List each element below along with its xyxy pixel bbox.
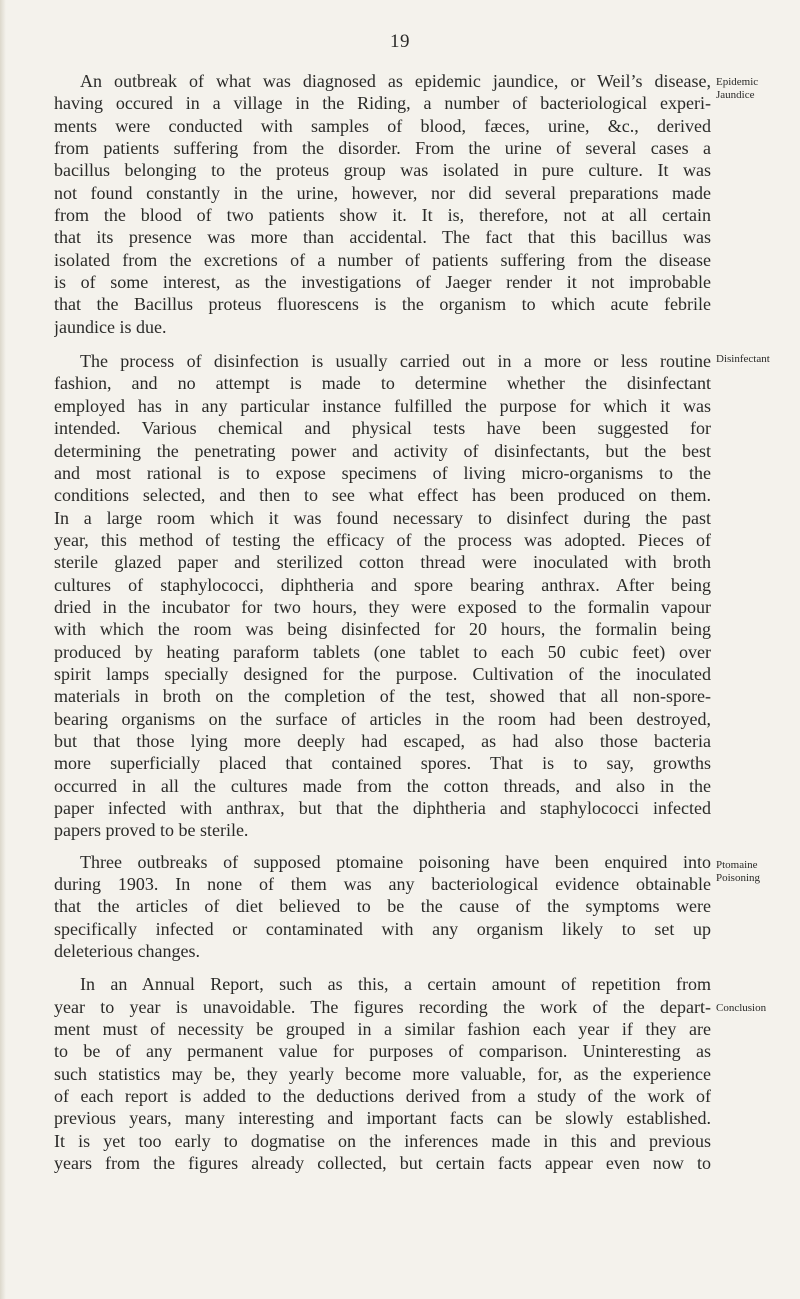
text-line: bacillus belonging to the proteus group was isolated in pure culture. It was — [54, 160, 711, 181]
text-line: bearing organisms on the surface of articles in the room had been destroyed, — [54, 708, 711, 729]
text-line: In a large room which it was found necessary to disinfect during the past — [54, 507, 711, 528]
text-line: year to year is unavoidable. The figures recording the work of the depart- — [54, 996, 711, 1017]
text-line: spirit lamps specially designed for the purpose. Cultivation of the inoculated — [54, 663, 711, 684]
text-line: deleterious changes. — [54, 941, 200, 962]
page-edge-shadow — [0, 0, 6, 1299]
paragraph-spacer — [54, 962, 711, 973]
text-line: ments were conducted with samples of blood, fæces, urine, &c., derived — [54, 115, 711, 136]
text-line: occurred in all the cultures made from the cotton threads, and also in the — [54, 775, 711, 796]
text-line: such statistics may be, they yearly become more valuable, for, as the experience — [54, 1063, 711, 1084]
paragraph-epidemic-jaundice — [54, 70, 711, 338]
text-line: jaundice is due. — [54, 316, 167, 337]
page-number: 19 — [390, 31, 410, 52]
paragraph-ptomaine-poisoning — [54, 851, 711, 963]
margin-note-line: Jaundice — [716, 88, 755, 101]
text-line: isolated from the excretions of a number of patients suffering from the disease — [54, 249, 711, 270]
text-line: produced by heating paraform tablets (one tablet to each 50 cubic feet) over — [54, 641, 711, 662]
body-text — [54, 70, 711, 1175]
text-line: sterile glazed paper and sterilized cotton thread were inoculated with broth — [54, 552, 711, 573]
text-line: from the blood of two patients show it. It is, therefore, not at all certain — [54, 205, 711, 226]
text-line: conditions selected, and then to see what effect has been produced on them. — [54, 485, 711, 506]
text-line: previous years, many interesting and important facts can be slowly established. — [54, 1108, 711, 1129]
margin-note-line: Epidemic — [716, 76, 759, 88]
text-line: An outbreak of what was diagnosed as epidemic jaundice, or Weil’s disease, — [80, 71, 711, 91]
text-line: employed has in any particular instance fulfilled the purpose for which it was — [54, 395, 711, 416]
margin-note-line: Ptomaine — [716, 859, 758, 871]
text-line: specifically infected or contaminated with any organism likely to set up — [54, 918, 711, 939]
text-line: It is yet too early to dogmatise on the inferences made in this and previous — [54, 1130, 711, 1151]
text-line: Three outbreaks of supposed ptomaine poisoning have been enquired into — [80, 851, 711, 872]
text-line: years from the figures already collected, but certain facts appear even now to — [54, 1153, 711, 1174]
text-line: that its presence was more than accidental. The fact that this bacillus was — [54, 227, 711, 248]
paragraph-spacer — [54, 338, 711, 350]
text-line: The process of disinfection is usually carried out in a more or less routine — [80, 351, 711, 372]
text-line: cultures of staphylococci, diphtheria and spore bearing anthrax. After being — [54, 574, 711, 595]
margin-note-conclusion — [716, 1002, 800, 1015]
text-line: that the Bacillus proteus fluorescens is the organism to which acute febrile — [54, 294, 711, 315]
paragraph-conclusion — [54, 973, 711, 1174]
text-line: and most rational is to expose specimens of living micro-organisms to the — [54, 462, 711, 483]
margin-note-line: Conclusion — [716, 1002, 767, 1014]
text-line: that the articles of diet believed to be the cause of the symptoms were — [54, 896, 711, 917]
text-line: papers proved to be sterile. — [54, 820, 249, 841]
text-line: fashion, and no attempt is made to determine whether the disinfectant — [54, 373, 711, 394]
text-line: year, this method of testing the efficacy of the process was adopted. Pieces of — [54, 529, 711, 550]
text-line: more superficially placed that contained spores. That is to say, growths — [54, 753, 711, 774]
text-line: determining the penetrating power and activity of disinfectants, but the best — [54, 440, 711, 461]
text-line: paper infected with anthrax, but that the diphtheria and staphylococci infected — [54, 798, 711, 818]
text-line: ment must of necessity be grouped in a similar fashion each year if they are — [54, 1019, 711, 1040]
text-line: of each report is added to the deductions derived from a study of the work of — [54, 1086, 711, 1107]
text-line: materials in broth on the completion of the test, showed that all non-spore- — [54, 686, 711, 707]
text-line: with which the room was being disinfected for 20 hours, the formalin being — [54, 619, 711, 640]
paragraph-disinfectant — [54, 350, 711, 842]
text-line: In an Annual Report, such as this, a certain amount of repetition from — [80, 974, 711, 995]
text-line: from patients suffering from the disorder. From the urine of several cases a — [54, 138, 711, 159]
margin-note-disinfectant — [716, 353, 800, 366]
text-line: having occured in a village in the Riding, a number of bacteriological experi- — [54, 93, 711, 114]
text-line: to be of any permanent value for purposes of comparison. Uninteresting as — [54, 1041, 711, 1062]
text-line: is of some interest, as the investigations of Jaeger render it not improbable — [54, 272, 711, 293]
margin-note-ptomaine-poisoning — [716, 859, 800, 884]
text-line: but that those lying more deeply had escaped, as had also those bacteria — [54, 730, 711, 751]
margin-note-line: Poisoning — [716, 871, 761, 884]
text-line: intended. Various chemical and physical tests have been suggested for — [54, 418, 711, 439]
text-line: not found constantly in the urine, however, nor did several preparations made — [54, 182, 711, 203]
margin-note-line: Disinfectant — [716, 353, 770, 365]
text-line: dried in the incubator for two hours, they were exposed to the formalin vapour — [54, 596, 711, 617]
paragraph-spacer — [54, 842, 711, 851]
margin-note-epidemic-jaundice — [716, 76, 800, 101]
text-line: during 1903. In none of them was any bacteriological evidence obtainable — [54, 874, 711, 895]
